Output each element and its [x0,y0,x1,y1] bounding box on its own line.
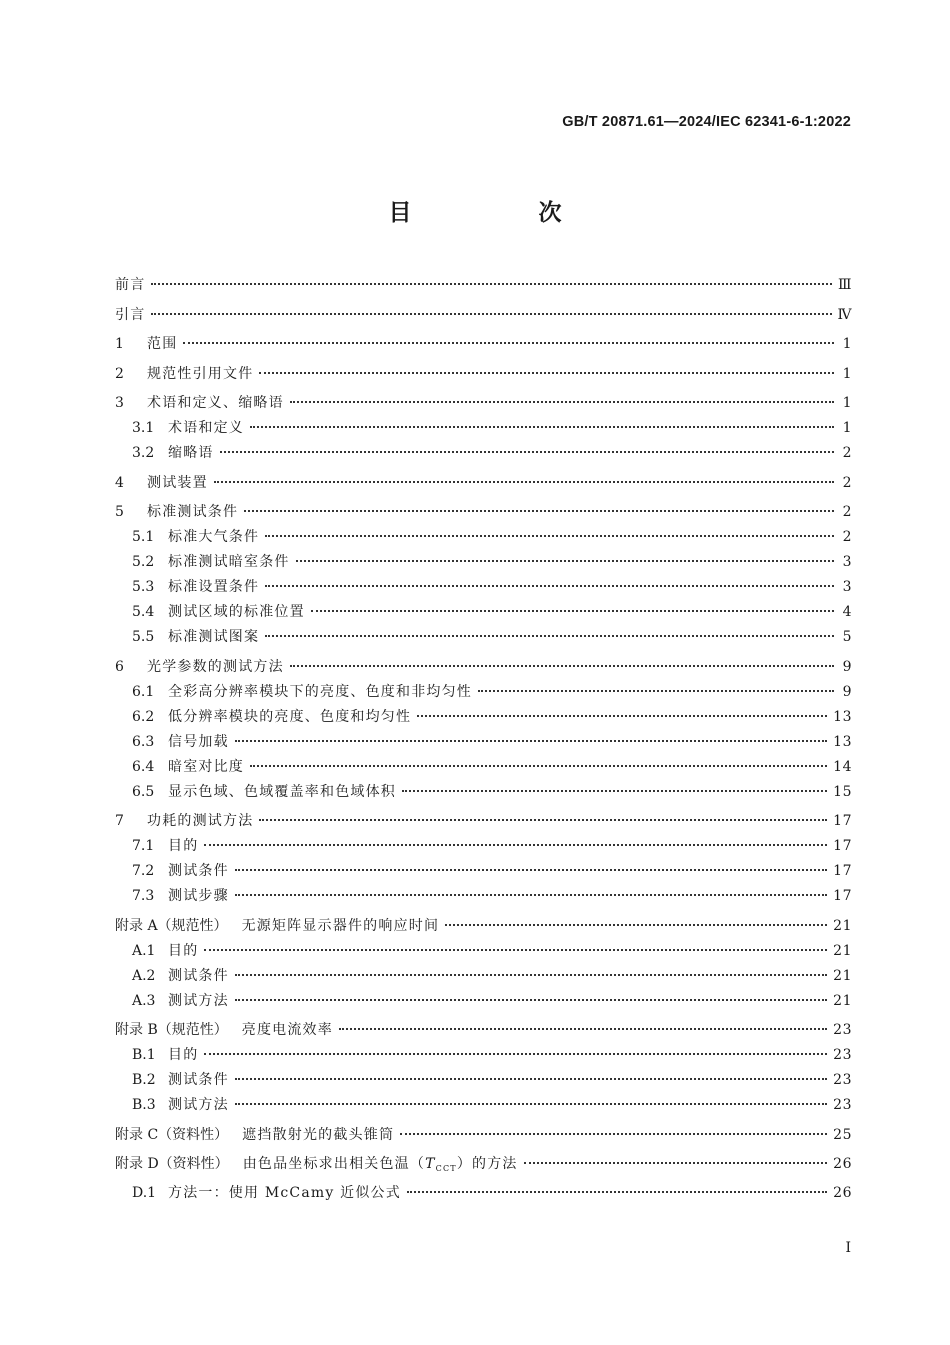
toc-entry-label: 由色品坐标求出相关色温$(T_{CCT})$的方法 [242,1156,518,1173]
toc-leader-dots [290,665,834,667]
toc-entry-label: 低分辨率模块的亮度、色度和均匀性 [168,708,412,725]
toc-entry-page: 15 [833,783,852,800]
toc-entry[interactable] [115,680,852,705]
toc-leader-dots [204,949,827,951]
toc-entry-number: 7 [115,813,124,829]
toc-leader-dots [400,1133,827,1135]
toc-entry-label: 测试条件 [168,863,229,879]
toc-entry[interactable] [115,362,852,387]
toc-entry-page: 21 [833,942,852,959]
toc-leader-dots [250,426,834,428]
toc-entry-label: 亮度电流效率 [241,1022,333,1038]
toc-leader-dots [204,1053,827,1055]
toc-entry-page: 17 [833,838,852,854]
toc-entry-page: 21 [833,992,852,1009]
toc-entry-label: 术语和定义 [168,420,244,436]
toc-entry-number: 3.2 [132,445,155,461]
toc-entry[interactable] [115,989,852,1014]
toc-entry[interactable] [115,914,852,939]
toc-leader-dots [235,1078,827,1080]
toc-leader-dots [235,974,827,976]
toc-entry-number: 6.2 [132,708,155,725]
toc-leader-dots [524,1162,828,1164]
toc-entry-number: 6 [115,658,124,675]
toc-entry-page: 21 [833,917,852,934]
toc-entry-label: 方法一：使用 McCamy 近似公式 [168,1185,401,1201]
toc-entry[interactable] [115,1068,852,1093]
toc-entry-label: 目的 [168,1047,199,1063]
toc-entry-label: 信号加载 [168,733,229,750]
toc-entry-label: 测试条件 [168,1072,229,1088]
toc-entry[interactable] [115,809,852,834]
toc-entry-number: A.2 [132,967,156,984]
toc-leader-dots [265,585,834,587]
toc-entry-number: 附录 C（资料性） [115,1126,229,1143]
toc-entry-number: 7.3 [132,888,155,904]
toc-leader-dots [445,924,827,926]
toc-entry-page: 5 [842,629,852,645]
toc-entry-page: 1 [842,395,852,411]
toc-entry-number: B.1 [132,1047,156,1063]
toc-entry-page: 2 [842,474,852,491]
toc-leader-dots [235,740,827,742]
toc-leader-dots [235,869,827,871]
toc-entry[interactable] [115,755,852,780]
toc-entry-number: 5.4 [132,604,155,620]
toc-entry-page: 17 [833,888,852,904]
toc-entry-number: 6.5 [132,783,155,800]
toc-entry[interactable] [115,705,852,730]
toc-entry[interactable] [115,1181,852,1206]
toc-leader-dots [259,819,827,821]
toc-leader-dots [259,372,834,374]
toc-leader-dots [151,283,832,285]
toc-entry-page: 21 [833,967,852,984]
toc-entry-label: 功耗的测试方法 [147,813,254,829]
toc-entry-page: 2 [842,529,852,545]
toc-entry-number: 6.4 [132,758,155,775]
toc-entry-label: 显示色域、色域覆盖率和色域体积 [168,783,396,800]
toc-entry-page: 2 [842,504,852,520]
toc-entry-page: 3 [842,554,852,570]
toc-entry-label: 引言 [115,306,146,323]
toc-entry-number: 3 [115,395,124,411]
toc-leader-dots [478,690,834,692]
toc-entry[interactable] [115,1093,852,1118]
toc-entry-page: 9 [842,683,852,700]
toc-entry-page: 14 [833,758,852,775]
toc-leader-dots [235,894,827,896]
toc-leader-dots [402,790,827,792]
toc-entry-page: 1 [842,420,852,436]
toc-entry-number: B.2 [132,1072,156,1088]
toc-entry-label: 测试区域的标准位置 [168,604,305,620]
toc-entry-label: 测试步骤 [168,888,229,904]
toc-entry-label: 标准测试图案 [168,629,260,645]
toc-entry[interactable] [115,964,852,989]
toc-entry[interactable] [115,939,852,964]
toc-entry-page: 17 [833,813,852,829]
toc-entry-page: 26 [833,1156,852,1172]
toc-leader-dots [265,535,834,537]
toc-entry[interactable] [115,471,852,496]
toc-entry[interactable] [115,655,852,680]
toc-entry-number: 4 [115,474,124,491]
toc-entry-number: 5.1 [132,529,155,545]
toc-entry[interactable] [115,600,852,625]
toc-entry-page: Ⅲ [837,277,852,293]
toc-entry[interactable] [115,1018,852,1043]
toc-entry-page: 1 [842,365,852,382]
toc-entry-number: 6.1 [132,683,155,700]
toc-entry-number: D.1 [132,1185,157,1201]
toc-entry-label: 遮挡散射光的截头锥筒 [242,1126,395,1143]
toc-entry-label: 光学参数的测试方法 [147,658,284,675]
toc-entry[interactable] [115,625,852,650]
toc-entry-page: 1 [842,336,852,352]
toc-entry[interactable] [115,730,852,755]
toc-entry-page: 13 [833,733,852,750]
toc-entry-label: 测试方法 [168,992,229,1009]
table-of-contents [115,273,852,1206]
toc-entry-label: 无源矩阵显示器件的响应时间 [241,917,440,934]
toc-entry[interactable] [115,550,852,575]
toc-leader-dots [214,481,834,483]
toc-entry-label: 目的 [168,838,199,854]
toc-entry-number: 7.2 [132,863,155,879]
toc-entry-number: A.3 [132,992,156,1009]
toc-entry-number: 5.5 [132,629,155,645]
toc-entry-number: 附录 B（规范性） [115,1022,228,1038]
toc-leader-dots [235,1103,827,1105]
toc-entry-page: 17 [833,863,852,879]
toc-entry-page: 26 [833,1185,852,1201]
toc-entry[interactable] [115,303,852,328]
page-title: 目 次 [388,200,614,226]
toc-entry[interactable] [115,332,852,357]
toc-leader-dots [417,715,827,717]
page-number: I [845,1240,851,1256]
toc-entry-page: 23 [833,1072,852,1088]
toc-entry[interactable] [115,1152,852,1181]
toc-entry-label: 标准设置条件 [168,579,260,595]
toc-entry-number: B.3 [132,1097,156,1113]
toc-leader-dots [290,401,834,403]
toc-leader-dots [407,1191,827,1193]
toc-leader-dots [339,1028,827,1030]
toc-leader-dots [235,999,827,1001]
toc-entry-number: 2 [115,365,124,382]
toc-entry[interactable] [115,1043,852,1068]
toc-entry-page: 23 [833,1047,852,1063]
standard-code: GB/T 20871.61—2024/IEC 62341-6-1:2022 [562,114,851,130]
toc-entry-number: 7.1 [132,838,155,854]
toc-entry-label: 标准测试暗室条件 [168,554,290,570]
toc-entry[interactable] [115,780,852,805]
toc-entry-number: 5 [115,504,124,520]
toc-entry-page: 23 [833,1022,852,1038]
toc-leader-dots [311,610,834,612]
toc-entry-number: 5.2 [132,554,155,570]
toc-entry-label: 测试装置 [147,474,208,491]
toc-entry[interactable] [115,500,852,525]
toc-entry[interactable] [115,416,852,441]
toc-entry-label: 测试方法 [168,1097,229,1113]
toc-leader-dots [265,635,834,637]
toc-entry-label: 前言 [115,277,146,293]
toc-entry[interactable] [115,273,852,298]
toc-entry-page: 9 [842,658,852,675]
toc-entry-page: 23 [833,1097,852,1113]
toc-entry-page: 4 [842,604,852,620]
toc-entry-label: 测试条件 [168,967,229,984]
toc-entry-number: 5.3 [132,579,155,595]
toc-entry[interactable] [115,391,852,416]
toc-entry-label: 目的 [168,942,199,959]
toc-entry[interactable] [115,441,852,466]
toc-entry-label: 范围 [147,336,178,352]
toc-leader-dots [151,313,831,315]
toc-entry-label: 规范性引用文件 [147,365,254,382]
toc-entry-number: 3.1 [132,420,155,436]
toc-entry-label: 标准大气条件 [168,529,260,545]
toc-entry-label: 全彩高分辨率模块下的亮度、色度和非均匀性 [168,683,472,700]
toc-entry-page: 3 [842,579,852,595]
toc-leader-dots [204,844,827,846]
toc-entry[interactable] [115,834,852,859]
toc-entry-label: 术语和定义、缩略语 [147,395,284,411]
toc-leader-dots [183,342,834,344]
toc-leader-dots [244,510,834,512]
toc-entry[interactable] [115,884,852,909]
toc-entry-number: A.1 [132,942,156,959]
toc-entry-label: 标准测试条件 [147,504,239,520]
toc-entry[interactable] [115,859,852,884]
toc-entry-number: 附录 D（资料性） [115,1156,229,1172]
toc-entry-page: 2 [842,445,852,461]
toc-entry-page: 13 [833,708,852,725]
toc-entry-number: 6.3 [132,733,155,750]
toc-entry[interactable] [115,525,852,550]
toc-entry-label: 暗室对比度 [168,758,244,775]
toc-entry-number: 1 [115,336,124,352]
toc-leader-dots [296,560,834,562]
toc-entry[interactable] [115,575,852,600]
toc-leader-dots [250,765,827,767]
toc-entry-page: Ⅳ [837,306,852,323]
toc-entry-label: 缩略语 [168,445,214,461]
toc-entry-page: 25 [833,1126,852,1143]
toc-entry[interactable] [115,1123,852,1148]
toc-leader-dots [220,451,834,453]
toc-entry-number: 附录 A（规范性） [115,917,228,934]
